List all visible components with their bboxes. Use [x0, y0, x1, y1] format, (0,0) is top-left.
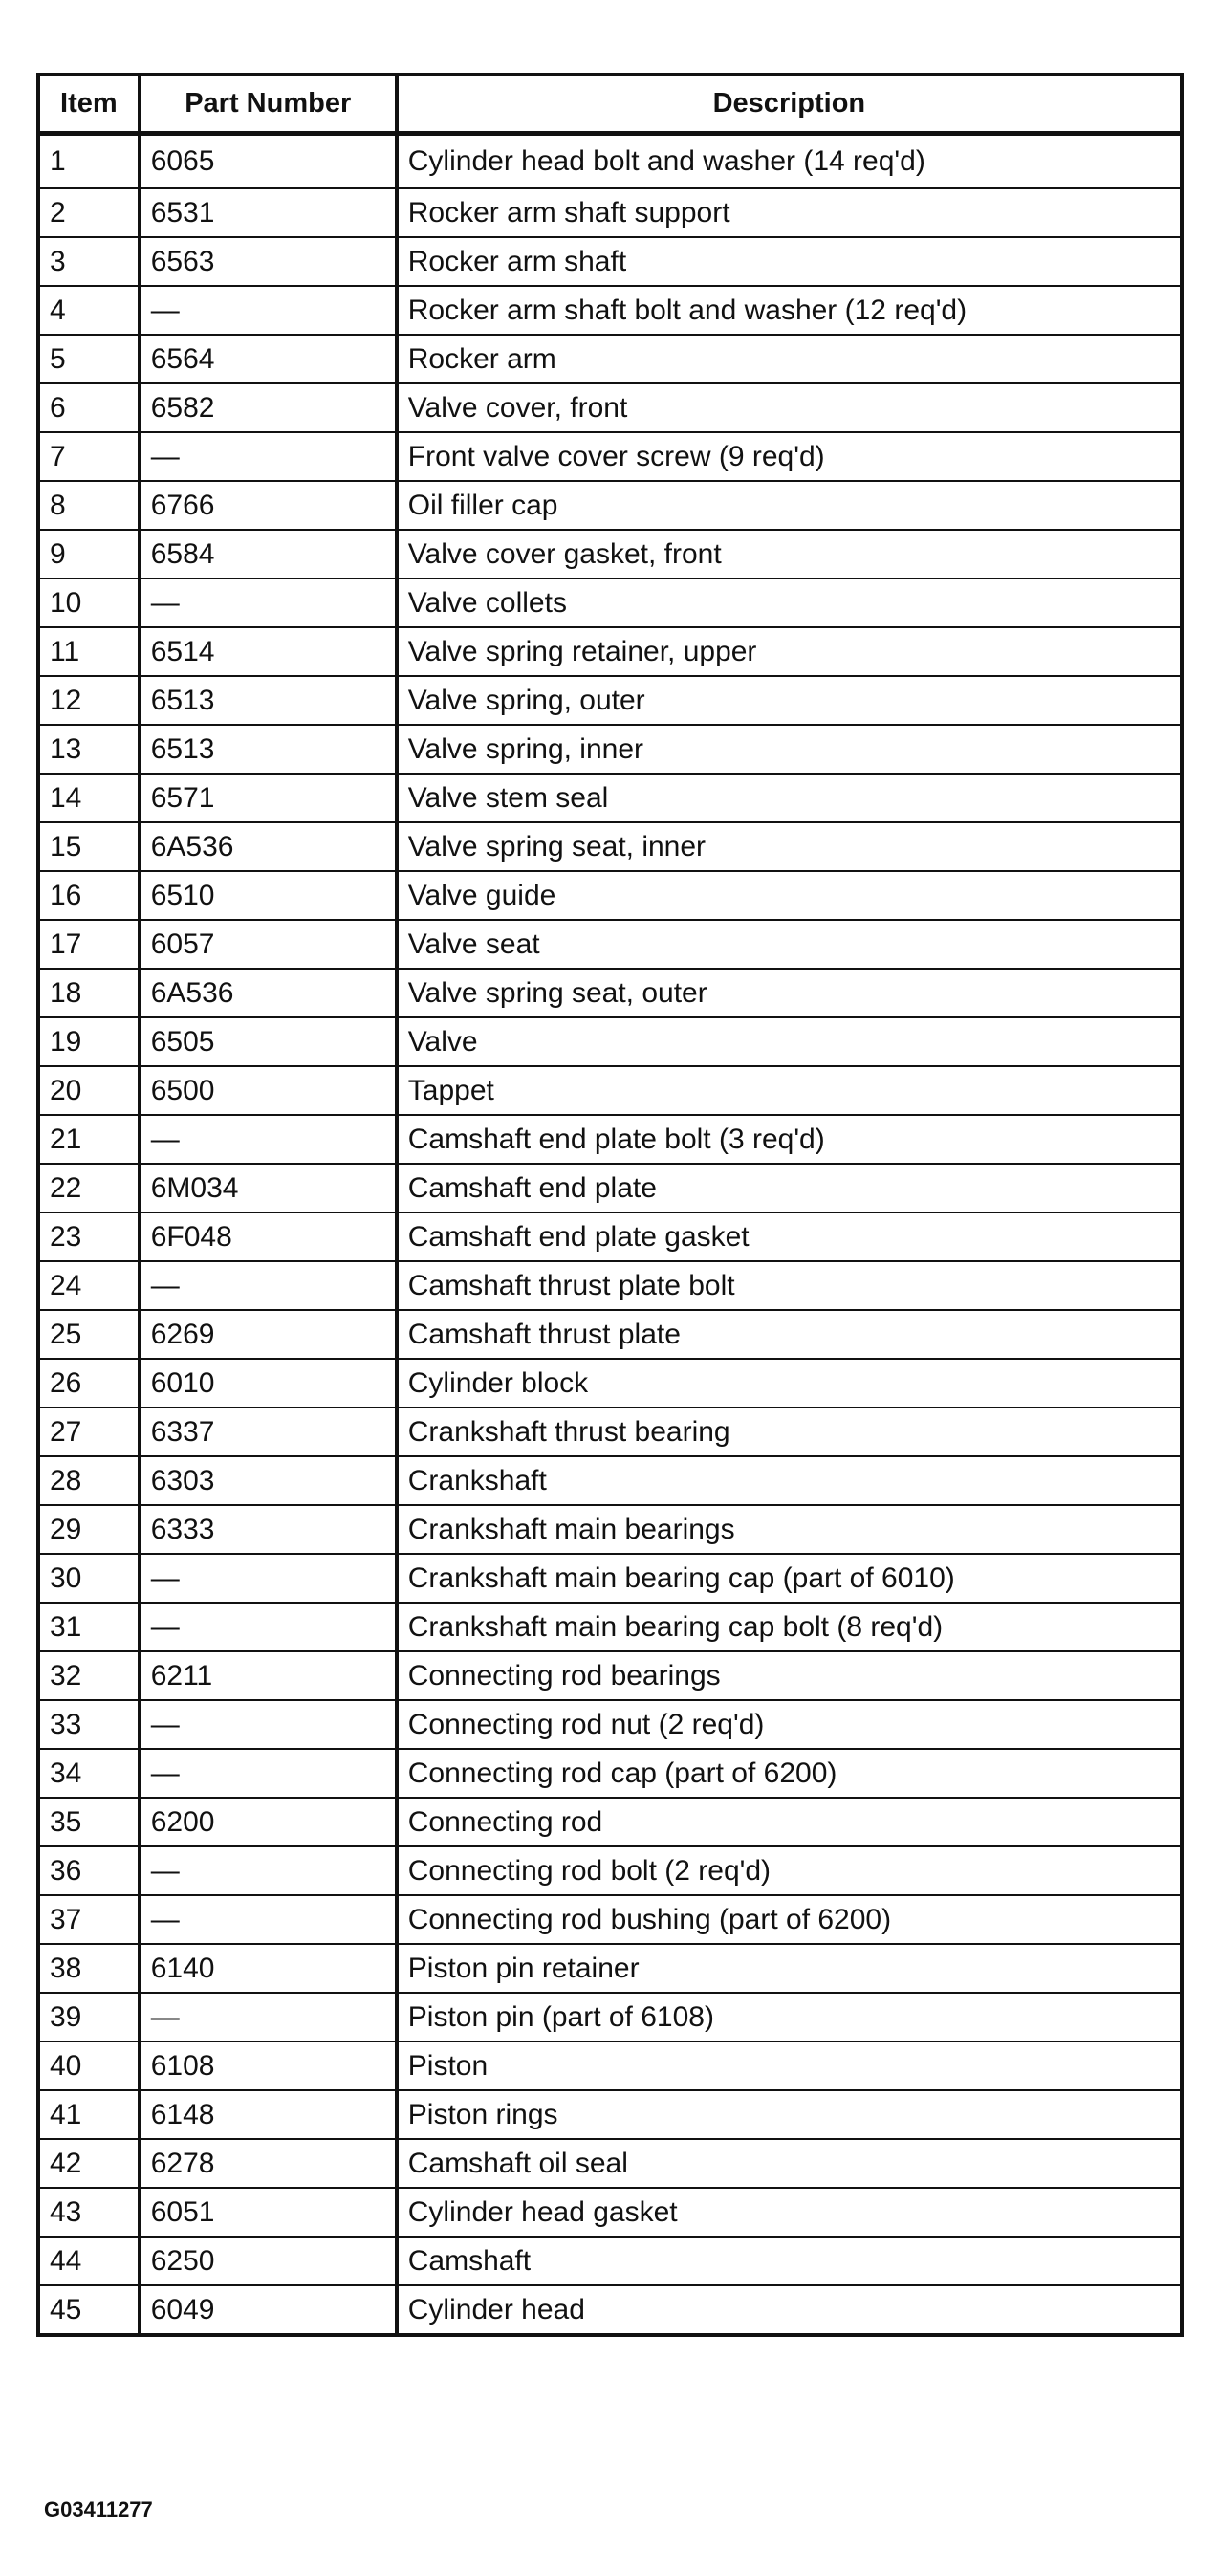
part-number-cell: 6108 [140, 2041, 397, 2090]
description-cell: Cylinder block [397, 1359, 1182, 1408]
description-cell: Piston [397, 2041, 1182, 2090]
part-number-cell: 6513 [140, 725, 397, 774]
part-number-cell: 6049 [140, 2285, 397, 2335]
table-row [38, 1017, 1182, 1066]
table-row [38, 1993, 1182, 2041]
part-number-cell: — [140, 1700, 397, 1749]
item-cell: 25 [38, 1310, 140, 1359]
description-cell: Rocker arm [397, 335, 1182, 383]
item-cell: 23 [38, 1212, 140, 1261]
item-cell: 17 [38, 920, 140, 969]
table-row [38, 627, 1182, 676]
part-number-cell: — [140, 1749, 397, 1798]
table-row [38, 1310, 1182, 1359]
item-cell: 41 [38, 2090, 140, 2139]
part-number-cell: 6303 [140, 1456, 397, 1505]
part-number-cell: 6513 [140, 676, 397, 725]
table-row [38, 1456, 1182, 1505]
table-row [38, 1212, 1182, 1261]
table-row [38, 725, 1182, 774]
item-cell: 31 [38, 1603, 140, 1651]
item-cell: 4 [38, 286, 140, 335]
table-row [38, 286, 1182, 335]
description-cell: Valve [397, 1017, 1182, 1066]
description-cell: Piston pin retainer [397, 1944, 1182, 1993]
table-row [38, 188, 1182, 237]
part-number-cell: 6333 [140, 1505, 397, 1554]
part-number-cell: 6563 [140, 237, 397, 286]
item-cell: 24 [38, 1261, 140, 1310]
table-row [38, 1115, 1182, 1164]
table-row [38, 1066, 1182, 1115]
item-cell: 38 [38, 1944, 140, 1993]
part-number-cell: — [140, 286, 397, 335]
table-row [38, 383, 1182, 432]
part-number-cell: 6505 [140, 1017, 397, 1066]
part-number-cell: 6500 [140, 1066, 397, 1115]
description-cell: Rocker arm shaft bolt and washer (12 req'd) [397, 286, 1182, 335]
table-row [38, 1359, 1182, 1408]
table-row [38, 530, 1182, 579]
description-cell: Camshaft end plate bolt (3 req'd) [397, 1115, 1182, 1164]
parts-table [36, 73, 1184, 2337]
item-cell: 16 [38, 871, 140, 920]
table-row [38, 2285, 1182, 2335]
description-cell: Connecting rod bearings [397, 1651, 1182, 1700]
item-cell: 27 [38, 1408, 140, 1456]
table-row [38, 1505, 1182, 1554]
part-number-cell: 6051 [140, 2188, 397, 2237]
item-cell: 12 [38, 676, 140, 725]
item-cell: 26 [38, 1359, 140, 1408]
part-number-cell: — [140, 579, 397, 627]
part-number-cell: 6514 [140, 627, 397, 676]
table-row [38, 1603, 1182, 1651]
description-cell: Valve guide [397, 871, 1182, 920]
description-cell: Valve cover gasket, front [397, 530, 1182, 579]
item-cell: 44 [38, 2237, 140, 2285]
item-cell: 3 [38, 237, 140, 286]
description-cell: Tappet [397, 1066, 1182, 1115]
table-row [38, 335, 1182, 383]
part-number-cell: — [140, 1603, 397, 1651]
item-cell: 5 [38, 335, 140, 383]
item-cell: 36 [38, 1846, 140, 1895]
part-number-cell: — [140, 1554, 397, 1603]
description-cell: Connecting rod bolt (2 req'd) [397, 1846, 1182, 1895]
description-cell: Front valve cover screw (9 req'd) [397, 432, 1182, 481]
description-cell: Crankshaft main bearings [397, 1505, 1182, 1554]
description-cell: Piston pin (part of 6108) [397, 1993, 1182, 2041]
description-cell: Cylinder head bolt and washer (14 req'd) [397, 134, 1182, 189]
table-row [38, 2237, 1182, 2285]
part-number-cell: — [140, 1261, 397, 1310]
table-row [38, 1749, 1182, 1798]
item-cell: 18 [38, 969, 140, 1017]
part-number-cell: 6065 [140, 134, 397, 189]
table-row [38, 432, 1182, 481]
table-body [38, 134, 1182, 2336]
table-row [38, 1651, 1182, 1700]
item-cell: 20 [38, 1066, 140, 1115]
table-row [38, 822, 1182, 871]
description-cell: Valve spring retainer, upper [397, 627, 1182, 676]
part-number-cell: 6M034 [140, 1164, 397, 1212]
description-cell: Connecting rod bushing (part of 6200) [397, 1895, 1182, 1944]
description-cell: Camshaft [397, 2237, 1182, 2285]
part-number-cell: 6278 [140, 2139, 397, 2188]
item-cell: 6 [38, 383, 140, 432]
table-row [38, 2041, 1182, 2090]
item-cell: 14 [38, 774, 140, 822]
table-row [38, 579, 1182, 627]
description-cell: Crankshaft thrust bearing [397, 1408, 1182, 1456]
description-cell: Valve collets [397, 579, 1182, 627]
part-number-cell: 6A536 [140, 822, 397, 871]
item-cell: 22 [38, 1164, 140, 1212]
header-part-number: Part Number [140, 75, 397, 134]
part-number-cell: — [140, 1993, 397, 2041]
table-row [38, 969, 1182, 1017]
description-cell: Valve spring, outer [397, 676, 1182, 725]
description-cell: Valve spring seat, inner [397, 822, 1182, 871]
description-cell: Oil filler cap [397, 481, 1182, 530]
table-row [38, 1798, 1182, 1846]
description-cell: Rocker arm shaft [397, 237, 1182, 286]
table-row [38, 1846, 1182, 1895]
description-cell: Connecting rod cap (part of 6200) [397, 1749, 1182, 1798]
item-cell: 29 [38, 1505, 140, 1554]
table-row [38, 1895, 1182, 1944]
part-number-cell: 6582 [140, 383, 397, 432]
description-cell: Valve seat [397, 920, 1182, 969]
part-number-cell: 6A536 [140, 969, 397, 1017]
item-cell: 1 [38, 134, 140, 189]
description-cell: Crankshaft main bearing cap bolt (8 req'd) [397, 1603, 1182, 1651]
item-cell: 15 [38, 822, 140, 871]
item-cell: 30 [38, 1554, 140, 1603]
item-cell: 33 [38, 1700, 140, 1749]
part-number-cell: 6057 [140, 920, 397, 969]
item-cell: 2 [38, 188, 140, 237]
item-cell: 42 [38, 2139, 140, 2188]
description-cell: Connecting rod nut (2 req'd) [397, 1700, 1182, 1749]
table-row [38, 2188, 1182, 2237]
description-cell: Camshaft end plate [397, 1164, 1182, 1212]
item-cell: 43 [38, 2188, 140, 2237]
table-header [38, 75, 1182, 134]
description-cell: Camshaft thrust plate bolt [397, 1261, 1182, 1310]
part-number-cell: 6269 [140, 1310, 397, 1359]
header-item: Item [38, 75, 140, 134]
item-cell: 32 [38, 1651, 140, 1700]
part-number-cell: 6250 [140, 2237, 397, 2285]
part-number-cell: 6571 [140, 774, 397, 822]
item-cell: 45 [38, 2285, 140, 2335]
part-number-cell: 6510 [140, 871, 397, 920]
table-row [38, 1261, 1182, 1310]
item-cell: 34 [38, 1749, 140, 1798]
table-row [38, 237, 1182, 286]
figure-id: G03411277 [44, 2498, 153, 2521]
part-number-cell: 6564 [140, 335, 397, 383]
part-number-cell: 6584 [140, 530, 397, 579]
table-row [38, 2139, 1182, 2188]
table-row [38, 1408, 1182, 1456]
description-cell: Crankshaft main bearing cap (part of 6010) [397, 1554, 1182, 1603]
description-cell: Valve spring seat, outer [397, 969, 1182, 1017]
item-cell: 10 [38, 579, 140, 627]
part-number-cell: 6010 [140, 1359, 397, 1408]
description-cell: Valve stem seal [397, 774, 1182, 822]
description-cell: Crankshaft [397, 1456, 1182, 1505]
part-number-cell: 6211 [140, 1651, 397, 1700]
table-row [38, 920, 1182, 969]
table-row [38, 1700, 1182, 1749]
item-cell: 37 [38, 1895, 140, 1944]
part-number-cell: 6766 [140, 481, 397, 530]
part-number-cell: 6337 [140, 1408, 397, 1456]
description-cell: Cylinder head gasket [397, 2188, 1182, 2237]
table-row [38, 481, 1182, 530]
part-number-cell: 6148 [140, 2090, 397, 2139]
table-row [38, 2090, 1182, 2139]
item-cell: 28 [38, 1456, 140, 1505]
part-number-cell: — [140, 1115, 397, 1164]
table-row [38, 1554, 1182, 1603]
part-number-cell: 6F048 [140, 1212, 397, 1261]
description-cell: Camshaft oil seal [397, 2139, 1182, 2188]
description-cell: Camshaft thrust plate [397, 1310, 1182, 1359]
part-number-cell: 6140 [140, 1944, 397, 1993]
table-row [38, 1164, 1182, 1212]
header-row [38, 75, 1182, 134]
description-cell: Piston rings [397, 2090, 1182, 2139]
part-number-cell: — [140, 1895, 397, 1944]
item-cell: 11 [38, 627, 140, 676]
table-row [38, 134, 1182, 189]
description-cell: Valve spring, inner [397, 725, 1182, 774]
item-cell: 19 [38, 1017, 140, 1066]
item-cell: 7 [38, 432, 140, 481]
part-number-cell: 6531 [140, 188, 397, 237]
table-row [38, 871, 1182, 920]
table-row [38, 676, 1182, 725]
part-number-cell: — [140, 432, 397, 481]
item-cell: 8 [38, 481, 140, 530]
item-cell: 39 [38, 1993, 140, 2041]
part-number-cell: 6200 [140, 1798, 397, 1846]
item-cell: 13 [38, 725, 140, 774]
description-cell: Cylinder head [397, 2285, 1182, 2335]
item-cell: 40 [38, 2041, 140, 2090]
item-cell: 21 [38, 1115, 140, 1164]
description-cell: Connecting rod [397, 1798, 1182, 1846]
header-description: Description [397, 75, 1182, 134]
item-cell: 9 [38, 530, 140, 579]
item-cell: 35 [38, 1798, 140, 1846]
description-cell: Valve cover, front [397, 383, 1182, 432]
description-cell: Camshaft end plate gasket [397, 1212, 1182, 1261]
table-row [38, 1944, 1182, 1993]
description-cell: Rocker arm shaft support [397, 188, 1182, 237]
part-number-cell: — [140, 1846, 397, 1895]
table-row [38, 774, 1182, 822]
